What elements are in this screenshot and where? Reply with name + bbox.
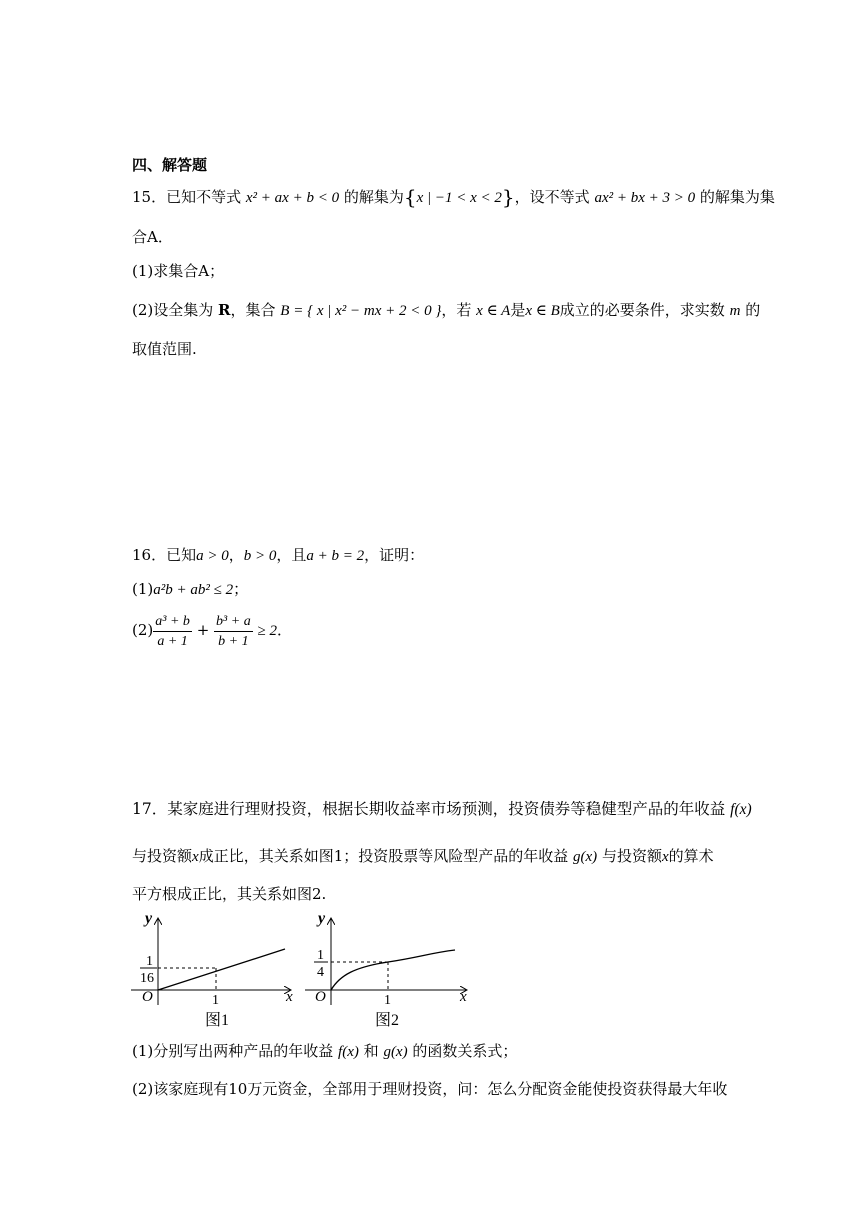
q15-part2-text-a: (2)设全集为: [132, 301, 214, 319]
q17-gx: g(x): [573, 849, 598, 865]
fig1-x-label: x: [286, 989, 293, 1005]
figure-1: [131, 910, 293, 1029]
fig2-xtick: 1: [384, 993, 391, 1008]
q17-part1-gx: g(x): [383, 1044, 408, 1060]
q17-part1: [132, 1040, 517, 1063]
q17-part1-text-b: 和: [363, 1042, 379, 1060]
q17-part2: (2)该家庭现有10万元资金，全部用于理财投资，问：怎么分配资金能使投资获得最大年收: [132, 1080, 728, 1098]
q15-part2-text-d: 是: [510, 301, 526, 319]
q15-condition-b: x ∈ B: [525, 303, 560, 319]
q16-sep: ，: [228, 546, 244, 564]
q17-figures: [0, 905, 867, 1045]
q15-part1: (1)求集合A；: [132, 262, 225, 280]
fig1-caption: 图1: [205, 1012, 230, 1029]
fig2-caption: 图2: [375, 1012, 400, 1029]
q15-universal-set: R: [218, 301, 231, 319]
q16-part1: [132, 578, 248, 601]
fig1-origin: O: [142, 989, 153, 1005]
q16-part2-label: (2): [132, 621, 154, 639]
q16-fraction-1: $\frac{\text{a³ + b}}{a + 1}$: [155, 613, 190, 649]
q17-text2b: 成正比，其关系如图1；投资股票等风险型产品的年收益: [198, 847, 569, 865]
q15-text2: 的解集为: [343, 188, 404, 206]
q15-line2: 合A．: [132, 228, 173, 246]
q15-set-b: B = { x | x² − mx + 2 < 0 }: [280, 303, 442, 319]
q16-text3: ，证明：: [364, 546, 425, 564]
q16-rhs: ≥ 2: [257, 623, 277, 639]
q17-line2: [132, 845, 714, 868]
q17-text1: 17．某家庭进行理财投资，根据长期收益率市场预测，投资债券等稳健型产品的年收益: [132, 800, 726, 818]
q16-cond1: a > 0: [196, 548, 229, 564]
q16-fraction-2: $\frac{\text{b³ + a}}{b + 1}$: [216, 613, 251, 649]
q16-cond2: b > 0: [243, 548, 277, 564]
q15-part2-text-f: 的: [745, 301, 761, 319]
q15-text1: 已知不等式: [166, 188, 242, 206]
fig2-ytick-den: 4: [317, 965, 324, 980]
q16-part1-label: (1): [132, 580, 154, 598]
q17-text2a: 与投资额: [132, 847, 193, 865]
q16-cond3: a + b = 2: [306, 548, 365, 564]
q16-line1: [132, 544, 424, 567]
q15-condition-a: x ∈ A: [476, 303, 511, 319]
q17-x1: x: [192, 849, 199, 865]
q17-text2d: 的算术: [668, 847, 714, 865]
q15-part2-text-c: ，若: [441, 301, 472, 319]
q16-number: 16．: [132, 546, 167, 564]
fig2-origin: O: [315, 989, 326, 1005]
fig2-ytick-num: 1: [317, 948, 324, 963]
q17-part1-text-c: 的函数关系式；: [412, 1042, 518, 1060]
q17-text2c: 与投资额: [601, 847, 662, 865]
fig1-ytick-num: 1: [146, 954, 153, 969]
q15-part2-line2: 取值范围.: [132, 340, 197, 358]
q17-part1-text-a: (1)分别写出两种产品的年收益: [132, 1042, 334, 1060]
section-title: 四、解答题: [132, 156, 208, 174]
q16-plus: +: [196, 621, 210, 639]
q15-var-m: m: [729, 303, 741, 319]
fig2-x-label: x: [460, 989, 467, 1005]
q15-number: 15．: [132, 188, 167, 206]
q16-part2-end: ．: [276, 621, 292, 639]
q15-inequality1: x² + ax + b < 0: [245, 190, 340, 206]
q17-fx: f(x): [730, 801, 752, 818]
figure-2: [305, 910, 467, 1029]
q15-part2-text-b: ，集合: [230, 301, 276, 319]
q15-inequality2: ax² + bx + 3 > 0: [594, 190, 696, 206]
q17-line1: [132, 798, 752, 821]
q16-text1: 已知: [166, 546, 197, 564]
fig1-y-label: y: [145, 910, 153, 927]
q16-part1-expr: a²b + ab² ≤ 2: [153, 582, 234, 598]
fig1-line: [158, 949, 285, 990]
q16-part2: [132, 610, 292, 651]
q15-set1: x | −1 < x < 2: [416, 190, 502, 206]
q17-line3: 平方根成正比，其关系如图2.: [132, 885, 327, 903]
q15-part2-text-e: 成立的必要条件，求实数: [559, 301, 725, 319]
q15-text3: ，设不等式: [514, 188, 590, 206]
fig1-ytick-den: 16: [140, 971, 154, 986]
q16-text2: ，且: [276, 546, 307, 564]
fig1-xtick: 1: [212, 993, 219, 1008]
q15-part2: [132, 299, 760, 322]
q17-part1-fx: f(x): [338, 1044, 359, 1060]
q16-part1-end: ；: [233, 580, 249, 598]
fig2-y-label: y: [318, 910, 326, 927]
q17-x2: x: [661, 849, 669, 865]
q15-text4: 的解集为集: [699, 188, 775, 206]
fig2-curve: [331, 950, 455, 990]
q15-line1: 15．已知不等式 x² + ax + b < 0 的解集为{x | −1 < x < 2}，设不等式 ax² + bx + 3 > 0 的解集为集: [132, 185, 775, 209]
